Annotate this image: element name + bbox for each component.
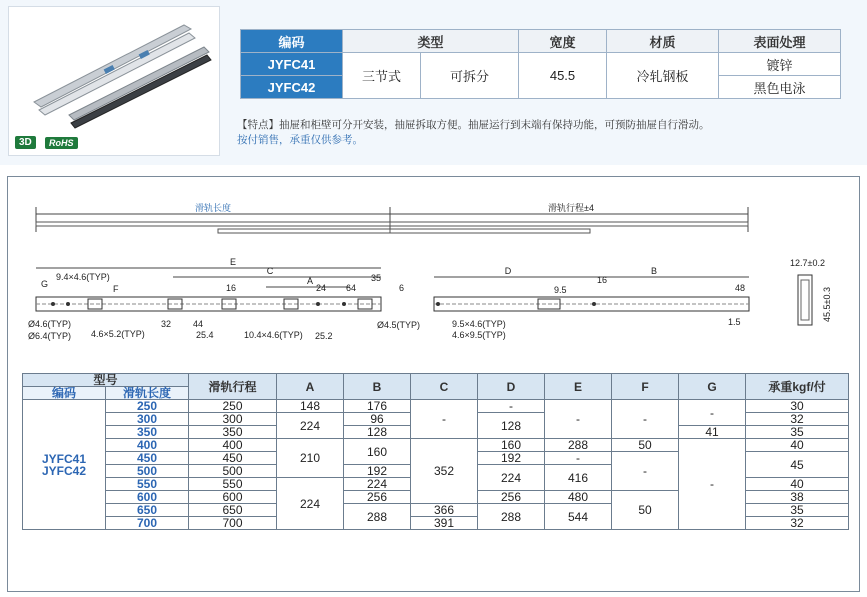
B-600: 256 xyxy=(344,491,411,504)
stroke-550: 550 xyxy=(189,478,277,491)
label-64: 64 xyxy=(346,283,357,293)
G-400-700: - xyxy=(679,439,746,530)
E-250-350: - xyxy=(545,400,612,439)
stroke-300: 300 xyxy=(189,413,277,426)
C-700: 391 xyxy=(411,517,478,530)
spec-table xyxy=(240,29,841,99)
spec-header-finish: 表面处理 xyxy=(719,30,841,53)
feature-text xyxy=(237,118,710,148)
D-600: 256 xyxy=(478,491,545,504)
load-550: 40 xyxy=(746,478,849,491)
D-500-550: 224 xyxy=(478,465,545,491)
load-600: 38 xyxy=(746,491,849,504)
stroke-350: 350 xyxy=(189,426,277,439)
F-250-350: - xyxy=(612,400,679,439)
B-550: 224 xyxy=(344,478,411,491)
label-A: A xyxy=(306,276,314,286)
B-300: 96 xyxy=(344,413,411,426)
spec-header-width: 宽度 xyxy=(519,30,607,53)
len-450: 450 xyxy=(106,452,189,465)
B-350: 128 xyxy=(344,426,411,439)
len-500: 500 xyxy=(106,465,189,478)
label-G: G xyxy=(41,279,49,289)
spec-finish-2: 黑色电泳 xyxy=(719,76,841,99)
dim-code-2: JYFC42 xyxy=(41,463,87,478)
feature-line-2: 按付销售，承重仅供参考。 xyxy=(237,134,363,146)
spec-material: 冷轧钢板 xyxy=(607,53,719,99)
product-header xyxy=(0,0,867,165)
len-550: 550 xyxy=(106,478,189,491)
E-600: 480 xyxy=(545,491,612,504)
spec-header-code: 编码 xyxy=(241,30,343,53)
A-300-350: 224 xyxy=(277,413,344,439)
E-400: 288 xyxy=(545,439,612,452)
th-stroke: 滑轨行程 xyxy=(189,374,277,400)
feature-line-1: 【特点】抽屉和柜壁可分开安装，抽屉拆取方便。抽屉运行到末端有保持功能，可预防抽屉自行滑动。 xyxy=(237,119,710,131)
len-700: 700 xyxy=(106,517,189,530)
label-45-5: 45.5±0.3 xyxy=(822,287,832,322)
th-length: 滑轨长度 xyxy=(106,387,189,400)
label-48: 48 xyxy=(735,283,746,293)
E-500-550: 416 xyxy=(545,465,612,491)
label-1-5: 1.5 xyxy=(728,317,741,327)
label-24: 24 xyxy=(316,283,327,293)
label-16a: 16 xyxy=(226,283,237,293)
badge-rohs: RoHS xyxy=(45,137,78,149)
C-400-600: 352 xyxy=(411,439,478,504)
spec-code-2: JYFC42 xyxy=(241,76,343,99)
label-6: 6 xyxy=(399,283,405,293)
product-photo xyxy=(8,6,220,156)
spec-header-type: 类型 xyxy=(343,30,519,53)
load-300: 32 xyxy=(746,413,849,426)
load-650: 35 xyxy=(746,504,849,517)
hole-9-4: 9.4×4.6(TYP) xyxy=(56,272,110,282)
len-250: 250 xyxy=(106,400,189,413)
load-450-500: 45 xyxy=(746,452,849,478)
G-250-300: - xyxy=(679,400,746,426)
hole-4-6x5-2: 4.6×5.2(TYP) xyxy=(91,329,145,339)
hole-9-5x4-6: 9.5×4.6(TYP) xyxy=(452,319,506,329)
E-450: - xyxy=(545,452,612,465)
label-F: F xyxy=(113,284,119,294)
len-600: 600 xyxy=(106,491,189,504)
hole-4-6x9-5: 4.6×9.5(TYP) xyxy=(452,330,506,340)
load-400: 40 xyxy=(746,439,849,452)
B-400-450: 160 xyxy=(344,439,411,465)
th-B: B xyxy=(344,374,411,400)
stroke-600: 600 xyxy=(189,491,277,504)
D-400: 160 xyxy=(478,439,545,452)
len-650: 650 xyxy=(106,504,189,517)
A-550-700: 224 xyxy=(277,478,344,530)
th-code: 编码 xyxy=(23,387,106,400)
hole-10-4: 10.4×4.6(TYP) xyxy=(244,330,303,340)
C-650: 366 xyxy=(411,504,478,517)
B-500: 192 xyxy=(344,465,411,478)
spec-width: 45.5 xyxy=(519,53,607,99)
F-450-550: - xyxy=(612,452,679,491)
label-rail-length: 滑轨长度 xyxy=(194,203,232,213)
th-F: F xyxy=(612,374,679,400)
hole-4-5: Ø4.5(TYP) xyxy=(377,320,421,330)
th-A: A xyxy=(277,374,344,400)
hole-6-4: Ø6.4(TYP) xyxy=(28,331,72,341)
th-model: 型号 xyxy=(23,374,189,387)
B-250: 176 xyxy=(344,400,411,413)
label-stroke: 滑轨行程±4 xyxy=(548,203,594,213)
len-350: 350 xyxy=(106,426,189,439)
stroke-700: 700 xyxy=(189,517,277,530)
len-300: 300 xyxy=(106,413,189,426)
th-load: 承重kgf/付 xyxy=(746,374,849,400)
A-400-500: 210 xyxy=(277,439,344,478)
D-300-350: 128 xyxy=(478,413,545,439)
G-350: 41 xyxy=(679,426,746,439)
th-E: E xyxy=(545,374,612,400)
len-400: 400 xyxy=(106,439,189,452)
D-650-700: 288 xyxy=(478,504,545,530)
stroke-450: 450 xyxy=(189,452,277,465)
badge-3d: 3D xyxy=(15,136,36,149)
label-D: D xyxy=(504,266,512,276)
dim-codes xyxy=(23,400,106,530)
technical-drawing xyxy=(8,177,859,367)
label-35: 35 xyxy=(371,273,382,283)
label-44: 44 xyxy=(193,319,204,329)
label-16b: 16 xyxy=(597,275,608,285)
label-C: C xyxy=(266,266,274,276)
hole-4-6: Ø4.6(TYP) xyxy=(28,319,72,329)
stroke-500: 500 xyxy=(189,465,277,478)
th-G: G xyxy=(679,374,746,400)
load-700: 32 xyxy=(746,517,849,530)
label-25-2: 25.2 xyxy=(315,331,333,341)
stroke-400: 400 xyxy=(189,439,277,452)
label-32: 32 xyxy=(161,319,172,329)
label-B: B xyxy=(650,266,658,276)
spec-type-sections: 三节式 xyxy=(343,53,421,99)
slide-rail-image xyxy=(9,7,219,155)
load-250: 30 xyxy=(746,400,849,413)
spec-code-1: JYFC41 xyxy=(241,53,343,76)
stroke-650: 650 xyxy=(189,504,277,517)
dimension-table xyxy=(22,373,849,530)
spec-type-detach: 可拆分 xyxy=(421,53,519,99)
load-350: 35 xyxy=(746,426,849,439)
B-650-700: 288 xyxy=(344,504,411,530)
D-250: - xyxy=(478,400,545,413)
th-C: C xyxy=(411,374,478,400)
F-400: 50 xyxy=(612,439,679,452)
label-12-7: 12.7±0.2 xyxy=(790,258,825,268)
stroke-250: 250 xyxy=(189,400,277,413)
spec-finish-1: 镀锌 xyxy=(719,53,841,76)
label-25-4: 25.4 xyxy=(196,330,214,340)
A-250: 148 xyxy=(277,400,344,413)
F-600-700: 50 xyxy=(612,491,679,530)
dim-code-1: JYFC41 xyxy=(41,451,87,466)
label-9-5: 9.5 xyxy=(554,285,567,295)
label-E: E xyxy=(229,257,237,267)
E-650-700: 544 xyxy=(545,504,612,530)
D-450: 192 xyxy=(478,452,545,465)
th-D: D xyxy=(478,374,545,400)
C-250-350: - xyxy=(411,400,478,439)
spec-header-material: 材质 xyxy=(607,30,719,53)
